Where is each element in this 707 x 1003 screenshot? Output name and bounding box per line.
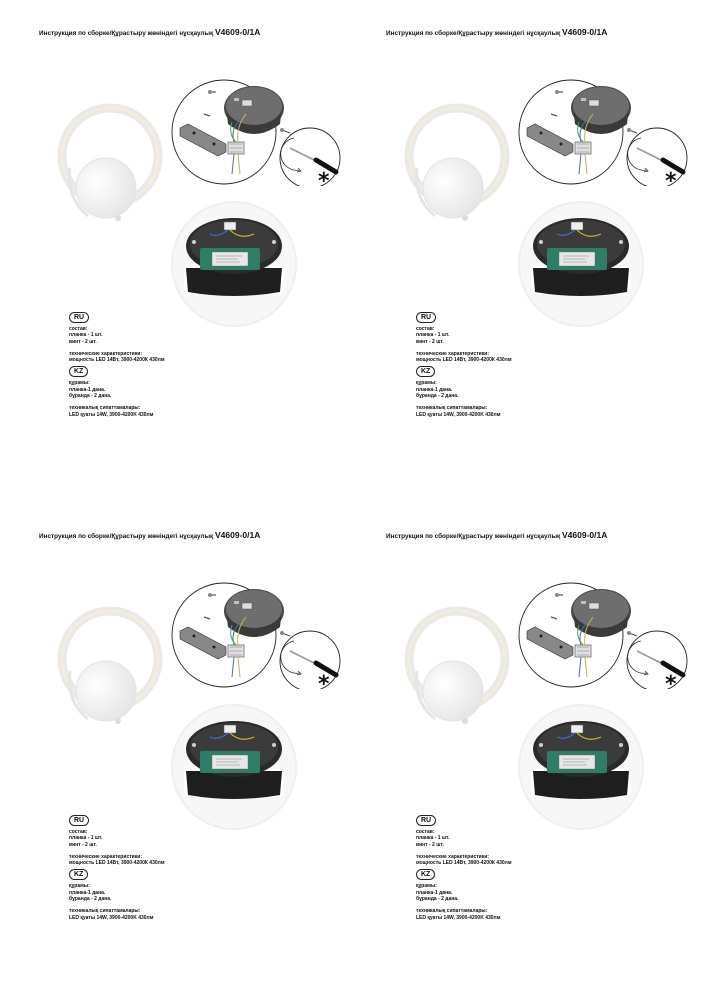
ru-badge: RU — [416, 815, 436, 826]
kz-set-item: планка-1 дана. — [416, 889, 453, 896]
kz-set-heading: құрамы: — [69, 883, 90, 890]
diagram-marker: * — [665, 169, 677, 186]
instruction-panel — [347, 0, 700, 500]
title-text: Инструкция по сборке/Құрастыру жөніндегі нұсқаулық — [39, 30, 216, 37]
ru-set-item: винт - 2 шт. — [69, 841, 97, 848]
led-driver-icon — [200, 248, 260, 270]
ru-spec-heading: технические характеристики: — [69, 853, 142, 860]
ru-spec-heading: технические характеристики: — [416, 350, 489, 357]
ru-set-heading: состав: — [416, 326, 435, 332]
kz-badge: KZ — [416, 869, 435, 880]
model-number: V4609-0/1A — [215, 530, 261, 540]
model-number: V4609-0/1A — [562, 530, 608, 540]
ru-badge: RU — [416, 312, 436, 323]
kz-set-item: бұранда - 2 дана. — [69, 896, 112, 903]
ru-set-item: планка - 1 шт. — [416, 835, 450, 842]
ru-set-item: планка - 1 шт. — [69, 835, 103, 842]
ru-spec-heading: технические характеристики: — [69, 350, 142, 357]
kz-set-item: планка-1 дана. — [69, 889, 106, 896]
kz-badge: KZ — [416, 366, 435, 377]
ru-set-item: планка - 1 шт. — [416, 332, 450, 339]
kz-badge: KZ — [69, 869, 88, 880]
kz-spec-heading: техникалық сипаттамалары: — [69, 405, 141, 412]
instruction-title — [386, 27, 607, 37]
assembly-diagram — [170, 78, 342, 186]
installed-base-photo — [517, 200, 645, 328]
terminal-block-icon — [228, 142, 244, 154]
ru-badge: RU — [69, 815, 89, 826]
ru-set-heading: состав: — [69, 829, 88, 835]
base-cup — [571, 86, 631, 134]
title-text: Инструкция по сборке/Құрастыру жөніндегі нұсқаулық — [386, 533, 563, 540]
model-number: V4609-0/1A — [215, 27, 261, 37]
title-text: Инструкция по сборке/Құрастыру жөніндегі нұсқаулық — [39, 533, 216, 540]
diagram-marker: * — [665, 672, 677, 689]
instruction-title — [39, 27, 260, 37]
instruction-panel — [0, 0, 353, 500]
base-cup — [224, 86, 284, 134]
ru-set-item: винт - 2 шт. — [416, 841, 444, 848]
spec-text — [69, 312, 329, 418]
led-driver-icon — [547, 751, 607, 773]
kz-spec-value: LED қуаты 14W, 3900-4200K 430лм — [69, 411, 154, 418]
kz-spec-value: LED қуаты 14W, 3900-4200K 430лм — [416, 411, 501, 418]
assembly-diagram — [517, 581, 689, 689]
kz-set-item: бұранда - 2 дана. — [416, 896, 459, 903]
kz-set-heading: құрамы: — [416, 883, 437, 890]
lamp-illustration — [395, 98, 515, 228]
installed-base-photo — [170, 703, 298, 831]
ru-spec-value: мощность LED 14Вт, 3900-4200К 430лм — [416, 860, 512, 867]
kz-spec-heading: техникалық сипаттамалары: — [416, 405, 488, 412]
kz-set-heading: құрамы: — [416, 380, 437, 387]
lamp-illustration — [48, 98, 168, 228]
kz-badge: KZ — [69, 366, 88, 377]
spec-text — [416, 815, 676, 921]
title-text: Инструкция по сборке/Құрастыру жөніндегі нұсқаулық — [386, 30, 563, 37]
ru-set-heading: состав: — [416, 829, 435, 835]
model-number: V4609-0/1A — [562, 27, 608, 37]
ru-badge: RU — [69, 312, 89, 323]
assembly-diagram — [170, 581, 342, 689]
kz-spec-heading: техникалық сипаттамалары: — [416, 908, 488, 915]
kz-set-item: бұранда - 2 дана. — [416, 393, 459, 400]
kz-set-item: планка-1 дана. — [416, 386, 453, 393]
led-driver-icon — [200, 751, 260, 773]
ru-spec-value: мощность LED 14Вт, 3900-4200К 430лм — [69, 357, 165, 364]
assembly-diagram — [517, 78, 689, 186]
ru-set-item: винт - 2 шт. — [69, 338, 97, 345]
kz-spec-value: LED қуаты 14W, 3900-4200K 430лм — [416, 914, 501, 921]
led-driver-icon — [547, 248, 607, 270]
kz-spec-value: LED қуаты 14W, 3900-4200K 430лм — [69, 914, 154, 921]
kz-set-item: бұранда - 2 дана. — [69, 393, 112, 400]
terminal-block-icon — [575, 142, 591, 154]
base-cup — [224, 589, 284, 637]
ru-spec-heading: технические характеристики: — [416, 853, 489, 860]
ru-set-item: планка - 1 шт. — [69, 332, 103, 339]
instruction-title — [386, 530, 607, 540]
instruction-panel — [347, 503, 700, 1003]
kz-set-item: планка-1 дана. — [69, 386, 106, 393]
instruction-title — [39, 530, 260, 540]
terminal-block-icon — [575, 645, 591, 657]
terminal-block-icon — [228, 645, 244, 657]
kz-set-heading: құрамы: — [69, 380, 90, 387]
kz-spec-heading: техникалық сипаттамалары: — [69, 908, 141, 915]
instruction-panel — [0, 503, 353, 1003]
base-cup — [571, 589, 631, 637]
diagram-marker: * — [318, 169, 330, 186]
spec-text — [69, 815, 329, 921]
ru-set-heading: состав: — [69, 326, 88, 332]
lamp-illustration — [48, 601, 168, 731]
ru-set-item: винт - 2 шт. — [416, 338, 444, 345]
installed-base-photo — [517, 703, 645, 831]
ru-spec-value: мощность LED 14Вт, 3900-4200К 430лм — [416, 357, 512, 364]
installed-base-photo — [170, 200, 298, 328]
spec-text — [416, 312, 676, 418]
lamp-illustration — [395, 601, 515, 731]
diagram-marker: * — [318, 672, 330, 689]
ru-spec-value: мощность LED 14Вт, 3900-4200К 430лм — [69, 860, 165, 867]
